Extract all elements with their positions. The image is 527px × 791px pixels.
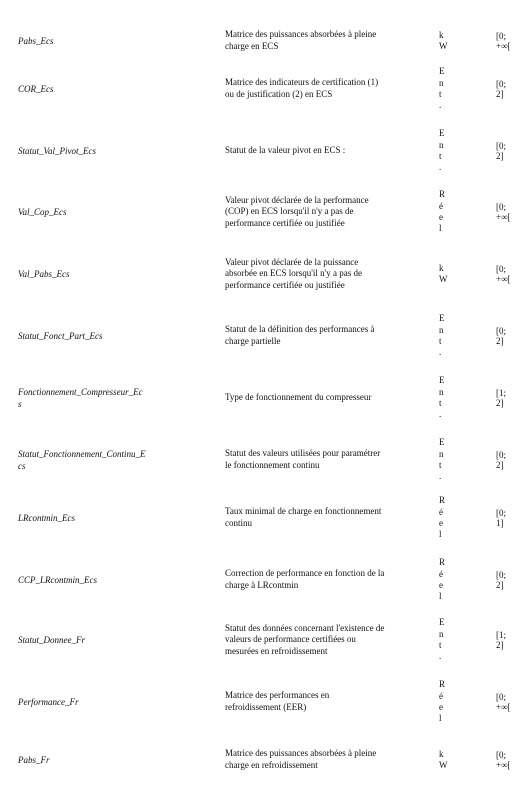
parameter-description: Matrice des performances en refroidissement (EER)	[225, 690, 330, 712]
parameter-unit: E n t .	[439, 375, 445, 420]
table-row	[0, 120, 527, 182]
parameter-range: [0; +∞[	[496, 750, 511, 770]
parameter-description: Matrice des puissances absorbées à pleine charge en refroidissement	[225, 748, 377, 770]
parameter-name: LRcontmin_Ecs	[18, 513, 75, 523]
parameter-range: [0; 2]	[496, 450, 506, 470]
parameter-description: Valeur pivot déclarée de la puissance absorbée en ECS lorsqu'il n'y a pas de performance certifiée ou justifiée	[225, 256, 362, 290]
parameter-description: Statut de la valeur pivot en ECS :	[225, 145, 346, 156]
parameter-name: COR_Ecs	[18, 84, 54, 94]
parameter-unit: k W	[439, 262, 448, 284]
parameter-description: Statut des valeurs utilisées pour paramétrer le fonctionnement continu	[225, 448, 381, 470]
parameter-range: [0; +∞[	[496, 264, 511, 284]
parameter-unit: E n t .	[439, 66, 445, 111]
parameter-range: [1; 2]	[496, 630, 506, 650]
parameter-description: Statut des données concernant l'existence de valeurs de performance certifiées ou mesurées en refroidissement	[225, 622, 385, 656]
parameter-name: Val_Pabs_Ecs	[18, 269, 70, 279]
parameter-name: Statut_Donnee_Fr	[18, 635, 85, 645]
parameter-name: Val_Cop_Ecs	[18, 207, 67, 217]
parameter-name: CCP_LRcontmin_Ecs	[18, 575, 97, 585]
parameter-range: [0; +∞[	[496, 31, 511, 51]
parameter-name: Statut_Fonct_Part_Ecs	[18, 331, 103, 341]
parameter-name: Performance_Fr	[18, 697, 79, 707]
parameter-unit: k W	[439, 29, 448, 51]
table-row	[0, 367, 527, 429]
table-row	[0, 487, 527, 549]
parameter-description: Taux minimal de charge en fonctionnement continu	[225, 506, 382, 528]
parameter-range: [0; 2]	[496, 79, 506, 99]
parameter-description: Correction de performance en fonction de la charge à LRcontmin	[225, 568, 385, 590]
table-row	[0, 181, 527, 243]
parameter-name: Pabs_Ecs	[18, 36, 54, 46]
parameter-name: Fonctionnement_Compresseur_Ec s	[18, 387, 143, 409]
parameter-unit: E n t .	[439, 617, 445, 662]
parameter-description: Type de fonctionnement du compresseur	[225, 392, 372, 403]
table-row	[0, 671, 527, 733]
parameter-unit: R é e l	[439, 189, 446, 234]
parameter-range: [0; +∞[	[496, 692, 511, 712]
parameter-range: [0; 2]	[496, 570, 506, 590]
table-row	[0, 609, 527, 671]
parameter-name: Statut_Val_Pivot_Ecs	[18, 146, 96, 156]
parameter-range: [0; 2]	[496, 141, 506, 161]
parameter-range: [1; 2]	[496, 388, 506, 408]
parameter-unit: R é e l	[439, 495, 446, 540]
parameter-name: Pabs_Fr	[18, 755, 50, 765]
parameter-range: [0; 2]	[496, 326, 506, 346]
parameter-description: Valeur pivot déclarée de la performance (COP) en ECS lorsqu'il n'y a pas de performance certifiée ou justifiée	[225, 194, 369, 228]
table-row	[0, 305, 527, 367]
parameter-description: Matrice des indicateurs de certification (1) ou de justification (2) en ECS	[225, 77, 379, 99]
table-row	[0, 58, 527, 120]
parameter-range: [0; 1]	[496, 508, 506, 528]
table-row	[0, 243, 527, 305]
parameter-unit: R é e l	[439, 679, 446, 724]
parameter-unit: k W	[439, 748, 448, 770]
parameter-unit: R é e l	[439, 557, 446, 602]
parameter-description: Matrice des puissances absorbées à pleine charge en ECS	[225, 29, 377, 51]
parameter-unit: E n t .	[439, 128, 445, 173]
parameter-range: [0; +∞[	[496, 202, 511, 222]
table-row	[0, 729, 527, 791]
table-row	[0, 549, 527, 611]
table-row	[0, 429, 527, 491]
parameter-name: Statut_Fonctionnement_Continu_E cs	[18, 449, 146, 471]
parameter-unit: E n t .	[439, 313, 445, 358]
parameter-description: Statut de la définition des performances à charge partielle	[225, 324, 375, 346]
parameter-unit: E n t .	[439, 437, 445, 482]
